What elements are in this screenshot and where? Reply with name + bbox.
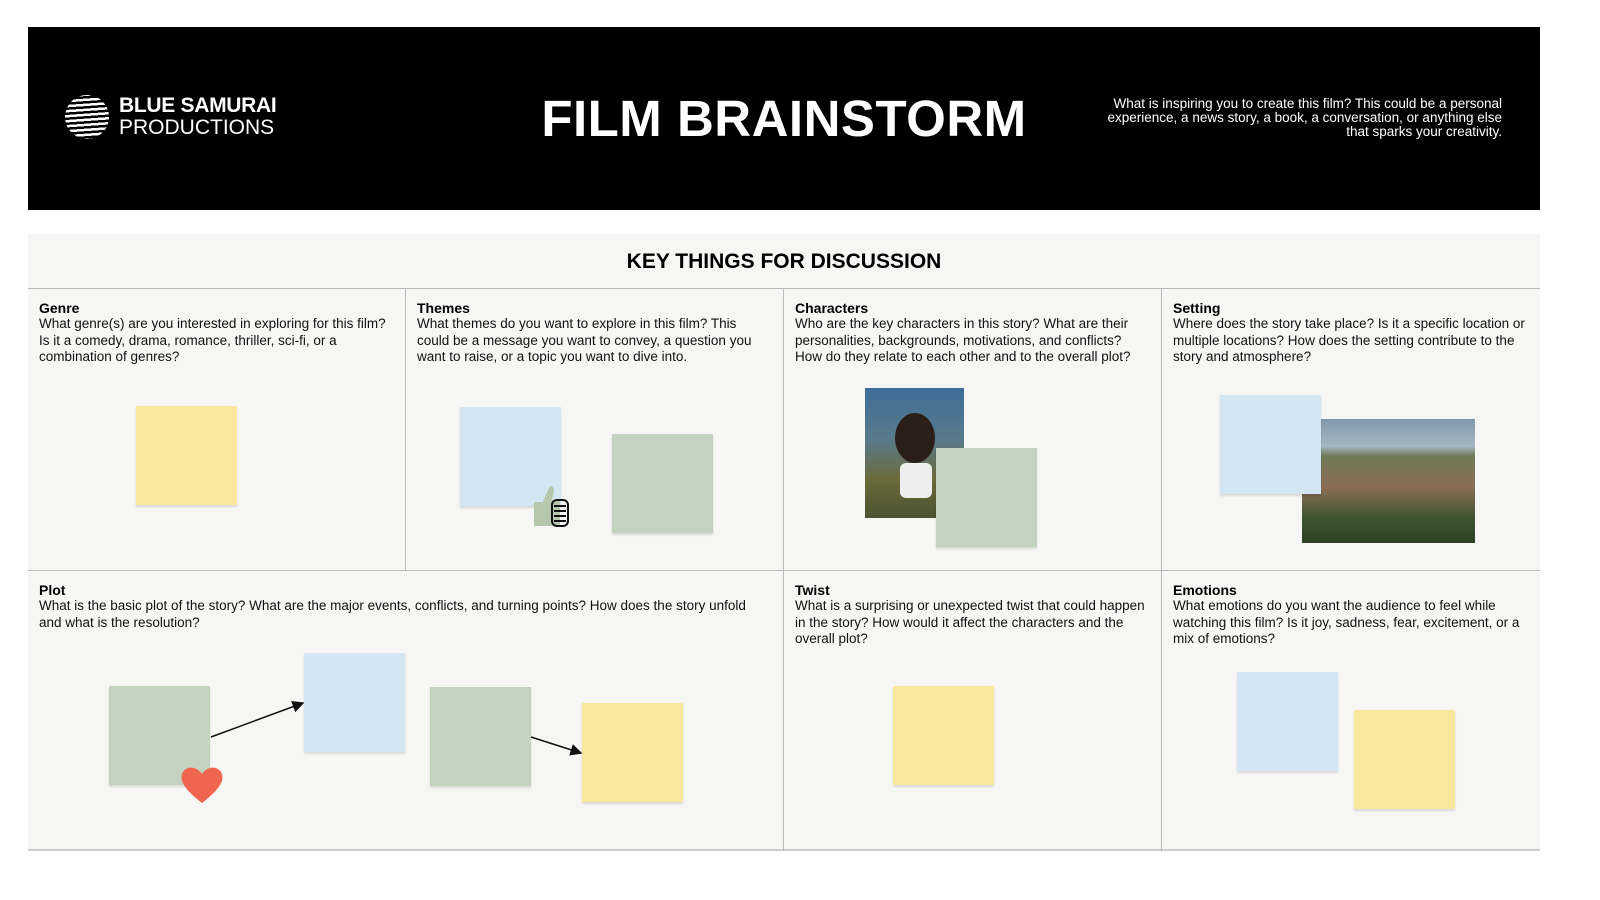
cell-title: Genre bbox=[39, 300, 80, 316]
sticky-note-green[interactable] bbox=[936, 448, 1037, 547]
heart-icon bbox=[180, 765, 224, 805]
cell-title: Themes bbox=[417, 300, 470, 316]
cell-title: Emotions bbox=[1173, 582, 1237, 598]
logo-line2: PRODUCTIONS bbox=[119, 116, 275, 139]
cell-title: Plot bbox=[39, 582, 66, 598]
sticky-note-yellow[interactable] bbox=[1354, 710, 1455, 809]
sticky-note-yellow[interactable] bbox=[136, 406, 237, 505]
cell-title: Setting bbox=[1173, 300, 1221, 316]
cell-prompt: What themes do you want to explore in this film? This could be a message you want to convey, a question you want to raise, or a topic you want to dive into. bbox=[417, 316, 752, 364]
sticky-note-yellow[interactable] bbox=[893, 686, 994, 785]
header-banner bbox=[28, 27, 1540, 210]
cell-emotions[interactable] bbox=[1162, 570, 1540, 851]
setting-photo[interactable] bbox=[1302, 419, 1475, 543]
cell-themes[interactable] bbox=[406, 289, 784, 570]
cell-twist[interactable] bbox=[784, 570, 1162, 851]
inspiration-text: What is inspiring you to create this film? This could be a personal experience, a news story, a book, a conversation, or anything else that sparks your creativity. bbox=[1107, 96, 1502, 139]
sticky-note-blue[interactable] bbox=[1237, 672, 1338, 771]
cell-prompt: What is the basic plot of the story? What are the major events, conflicts, and turning points? How does the story unfold and what is the resolution? bbox=[39, 598, 746, 630]
cell-prompt: What is a surprising or unexpected twist that could happen in the story? How would it affect the characters and the overall plot? bbox=[795, 598, 1145, 646]
logo-line1: BLUE SAMURAI bbox=[119, 94, 277, 117]
cell-characters[interactable] bbox=[784, 289, 1162, 570]
sticky-note-green[interactable] bbox=[612, 434, 713, 533]
cell-genre[interactable] bbox=[28, 289, 406, 570]
plot-arrows bbox=[28, 571, 784, 852]
page-title: FILM BRAINSTORM bbox=[541, 90, 1027, 147]
cell-title: Characters bbox=[795, 300, 869, 316]
cell-prompt: Who are the key characters in this story? What are their personalities, backgrounds, motivations, and conflicts? How do they relate to each other and to the overall plot? bbox=[795, 316, 1131, 364]
arrow-icon bbox=[211, 703, 303, 737]
cell-plot[interactable] bbox=[28, 570, 784, 851]
cell-prompt: What genre(s) are you interested in exploring for this film? Is it a comedy, drama, romance, thriller, sci-fi, or a combination of genres? bbox=[39, 316, 386, 364]
arrow-icon bbox=[531, 737, 581, 753]
cell-prompt: What emotions do you want the audience to feel while watching this film? Is it joy, sadness, fear, excitement, or a mix of emotions? bbox=[1173, 598, 1520, 646]
board-title: KEY THINGS FOR DISCUSSION bbox=[28, 234, 1540, 289]
sticky-note-blue[interactable] bbox=[1220, 395, 1321, 494]
cell-title: Twist bbox=[795, 582, 830, 598]
discussion-board bbox=[28, 234, 1540, 851]
cell-setting[interactable] bbox=[1162, 289, 1540, 570]
cell-prompt: Where does the story take place? Is it a specific location or multiple locations? How does the setting contribute to the story and atmosphere? bbox=[1173, 316, 1525, 364]
thumbs-up-icon bbox=[530, 482, 572, 528]
